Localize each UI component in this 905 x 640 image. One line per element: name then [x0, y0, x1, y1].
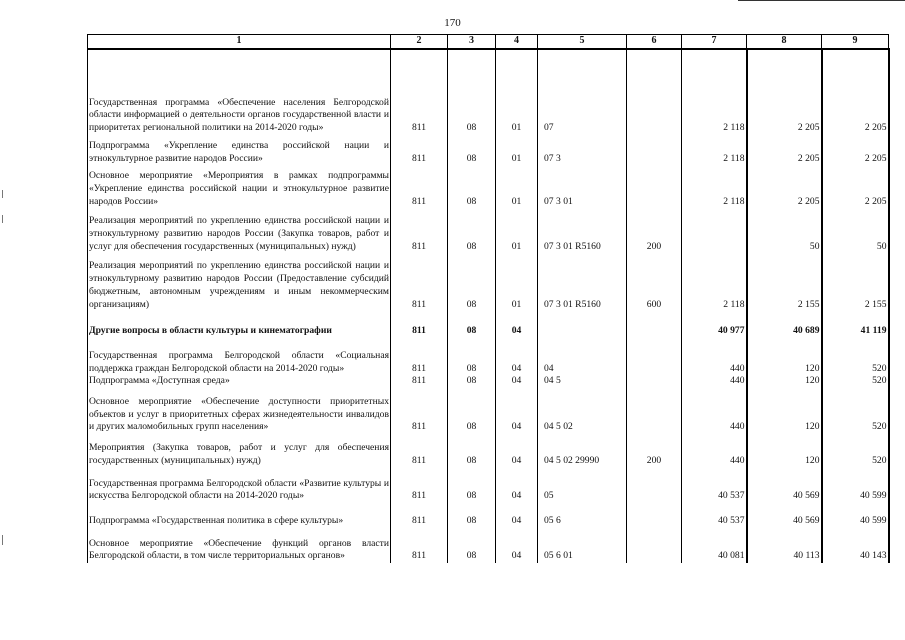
cell-chapter: 811 [391, 338, 448, 375]
cell-target-article: 04 5 02 29990 [538, 434, 627, 467]
row-name: Мероприятия (Закупка товаров, работ и услуг для обеспечения государственных (муниципальных) нужд) [88, 434, 391, 467]
cell-amount-2: 40 113 [747, 528, 822, 563]
cell-amount-1: 440 [682, 388, 747, 434]
row-name: Государственная программа Белгородской области «Социальная поддержка граждан Белгородской области на 2014-2020 годы» [88, 338, 391, 375]
cell-amount-2: 40 569 [747, 503, 822, 528]
cell-chapter: 811 [391, 468, 448, 503]
cell-section: 08 [448, 528, 496, 563]
cell-chapter: 811 [391, 434, 448, 467]
cell-expense-type [627, 135, 682, 165]
row-name: Подпрограмма «Доступная среда» [88, 375, 391, 388]
col-header-9: 9 [822, 35, 889, 49]
cell-target-article: 07 3 01 [538, 165, 627, 208]
cell-amount-3: 520 [822, 375, 889, 388]
table-row [88, 338, 889, 375]
cell-subsection: 04 [496, 388, 538, 434]
cell-subsection: 01 [496, 165, 538, 208]
cell-chapter: 811 [391, 388, 448, 434]
cell-section: 08 [448, 503, 496, 528]
cell-section: 08 [448, 165, 496, 208]
cell-subsection: 04 [496, 375, 538, 388]
cell-amount-2: 120 [747, 388, 822, 434]
col-header-1: 1 [88, 35, 391, 49]
cell-expense-type [627, 503, 682, 528]
cell-expense-type [627, 468, 682, 503]
cell-amount-2: 2 205 [747, 97, 822, 135]
cell-section: 08 [448, 311, 496, 338]
row-name: Подпрограмма «Государственная политика в сфере культуры» [88, 503, 391, 528]
cell-amount-3: 2 205 [822, 97, 889, 135]
budget-table [87, 34, 890, 563]
table-row [88, 135, 889, 165]
cell-amount-1: 440 [682, 338, 747, 375]
row-name: Подпрограмма «Укрепление единства российской нации и этнокультурное развитие народов России» [88, 135, 391, 165]
cell-amount-2: 120 [747, 434, 822, 467]
cell-amount-2: 40 569 [747, 468, 822, 503]
cell-expense-type [627, 165, 682, 208]
cell-section: 08 [448, 468, 496, 503]
scan-mark [2, 535, 3, 545]
row-name: Основное мероприятие «Мероприятия в рамках подпрограммы «Укрепление единства российской нации и этнокультурное развитие народов России» [88, 165, 391, 208]
table-row [88, 165, 889, 208]
cell-amount-1: 2 118 [682, 253, 747, 311]
cell-expense-type: 200 [627, 208, 682, 253]
cell-subsection: 01 [496, 135, 538, 165]
cell-amount-1: 2 118 [682, 165, 747, 208]
cell-chapter: 811 [391, 311, 448, 338]
row-name: Реализация мероприятий по укреплению единства российской нации и этнокультурному развитию народов России (Закупка товаров, работ и услуг для обеспечения государственных (муниципальных) нужд) [88, 208, 391, 253]
table-row [88, 253, 889, 311]
cell-subsection: 04 [496, 468, 538, 503]
cell-amount-2: 2 205 [747, 135, 822, 165]
cell-expense-type [627, 97, 682, 135]
cell-amount-2: 120 [747, 375, 822, 388]
header-row [88, 35, 889, 49]
cell-chapter: 811 [391, 135, 448, 165]
cell-amount-1: 2 118 [682, 97, 747, 135]
cell-target-article: 04 5 02 [538, 388, 627, 434]
cell-subsection: 04 [496, 503, 538, 528]
table-row [88, 208, 889, 253]
table-row [88, 434, 889, 467]
cell-section: 08 [448, 375, 496, 388]
cell-amount-3: 40 143 [822, 528, 889, 563]
cell-expense-type [627, 375, 682, 388]
col-header-3: 3 [448, 35, 496, 49]
cell-amount-1: 2 118 [682, 135, 747, 165]
spacer-row [88, 49, 889, 97]
cell-amount-3: 2 205 [822, 165, 889, 208]
table-row [88, 388, 889, 434]
cell-amount-1: 40 081 [682, 528, 747, 563]
cell-subsection: 04 [496, 434, 538, 467]
cell-amount-2: 40 689 [747, 311, 822, 338]
cell-section: 08 [448, 253, 496, 311]
cell-target-article [538, 311, 627, 338]
cell-amount-1: 40 537 [682, 503, 747, 528]
cell-chapter: 811 [391, 503, 448, 528]
cell-subsection: 04 [496, 311, 538, 338]
cell-target-article: 05 6 01 [538, 528, 627, 563]
cell-section: 08 [448, 135, 496, 165]
cell-amount-1: 40 977 [682, 311, 747, 338]
cell-chapter: 811 [391, 208, 448, 253]
cell-section: 08 [448, 338, 496, 375]
row-name: Другие вопросы в области культуры и кинематографии [88, 311, 391, 338]
cell-expense-type [627, 311, 682, 338]
table-row [88, 97, 889, 135]
cell-amount-3: 520 [822, 434, 889, 467]
scan-mark [2, 215, 3, 223]
table-row [88, 503, 889, 528]
col-header-2: 2 [391, 35, 448, 49]
cell-amount-2: 120 [747, 338, 822, 375]
col-header-7: 7 [682, 35, 747, 49]
cell-amount-1: 440 [682, 375, 747, 388]
cell-section: 08 [448, 208, 496, 253]
cell-amount-3: 40 599 [822, 468, 889, 503]
row-name: Реализация мероприятий по укреплению единства российской нации и этнокультурному развитию народов России (Предоставление субсидий бюджетным, автономным учреждениям и иным некоммерческим организациям) [88, 253, 391, 311]
cell-amount-3: 2 205 [822, 135, 889, 165]
table-body [88, 49, 889, 563]
cell-section: 08 [448, 388, 496, 434]
cell-target-article: 07 [538, 97, 627, 135]
cell-amount-2: 50 [747, 208, 822, 253]
cell-amount-1: 40 537 [682, 468, 747, 503]
cell-subsection: 01 [496, 253, 538, 311]
cell-section: 08 [448, 434, 496, 467]
cell-chapter: 811 [391, 528, 448, 563]
cell-amount-3: 520 [822, 338, 889, 375]
cell-chapter: 811 [391, 375, 448, 388]
cell-target-article: 07 3 [538, 135, 627, 165]
col-header-8: 8 [747, 35, 822, 49]
cell-amount-3: 520 [822, 388, 889, 434]
cell-target-article: 07 3 01 R5160 [538, 253, 627, 311]
row-name: Основное мероприятие «Обеспечение функций органов власти Белгородской области, в том числе территориальных органов» [88, 528, 391, 563]
cell-expense-type [627, 388, 682, 434]
cell-amount-3: 41 119 [822, 311, 889, 338]
cell-amount-3: 50 [822, 208, 889, 253]
scan-mark [2, 190, 3, 198]
cell-amount-3: 2 155 [822, 253, 889, 311]
cell-subsection: 04 [496, 528, 538, 563]
cell-section: 08 [448, 97, 496, 135]
cell-amount-1 [682, 208, 747, 253]
table-row [88, 468, 889, 503]
col-header-6: 6 [627, 35, 682, 49]
cell-target-article: 05 6 [538, 503, 627, 528]
row-name: Государственная программа Белгородской области «Развитие культуры и искусства Белгородской области на 2014-2020 годы» [88, 468, 391, 503]
table-row [88, 375, 889, 388]
cell-expense-type [627, 338, 682, 375]
cell-amount-3: 40 599 [822, 503, 889, 528]
cell-amount-1: 440 [682, 434, 747, 467]
cell-amount-2: 2 155 [747, 253, 822, 311]
cell-subsection: 04 [496, 338, 538, 375]
col-header-4: 4 [496, 35, 538, 49]
cell-target-article: 04 [538, 338, 627, 375]
table-row [88, 528, 889, 563]
cell-expense-type: 600 [627, 253, 682, 311]
cell-target-article: 07 3 01 R5160 [538, 208, 627, 253]
table-row [88, 311, 889, 338]
cell-chapter: 811 [391, 165, 448, 208]
cell-subsection: 01 [496, 97, 538, 135]
row-name: Основное мероприятие «Обеспечение доступности приоритетных объектов и услуг в приоритетных сферах жизнедеятельности инвалидов и других маломобильных групп населения» [88, 388, 391, 434]
cell-target-article: 04 5 [538, 375, 627, 388]
row-name: Государственная программа «Обеспечение населения Белгородской области информацией о деятельности органов государственной власти и приоритетах региональной политики на 2014-2020 годы» [89, 96, 389, 134]
cell-expense-type: 200 [627, 434, 682, 467]
cell-subsection: 01 [496, 208, 538, 253]
cell-chapter: 811 [391, 253, 448, 311]
cell-target-article: 05 [538, 468, 627, 503]
top-rule [738, 0, 905, 1]
cell-expense-type [627, 528, 682, 563]
col-header-5: 5 [538, 35, 627, 49]
cell-chapter: 811 [391, 97, 448, 135]
page-number: 170 [444, 17, 461, 29]
cell-amount-2: 2 205 [747, 165, 822, 208]
